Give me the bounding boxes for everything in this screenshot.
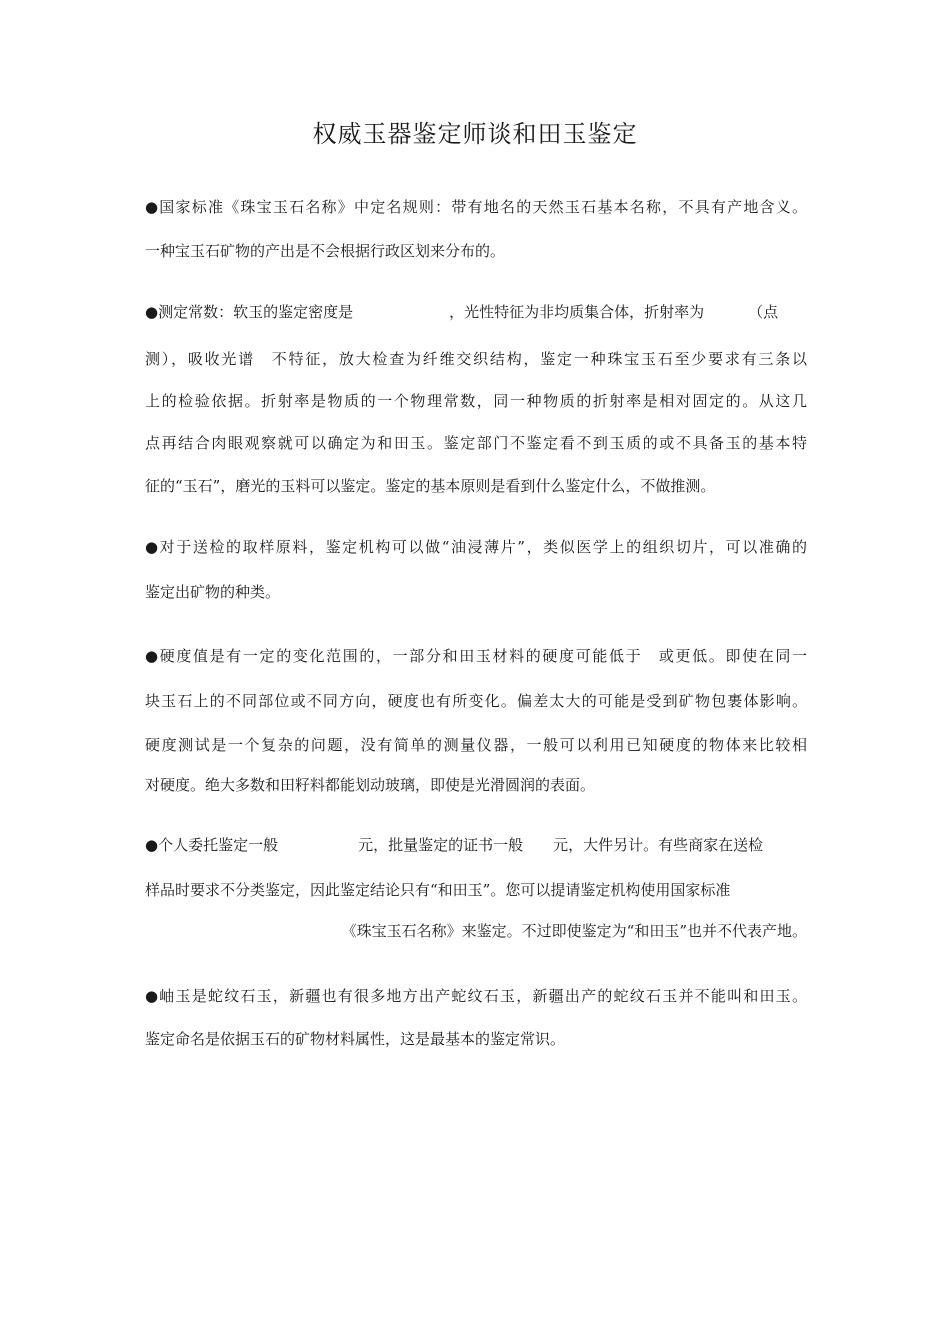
text-line: 鉴定命名是依据玉石的矿物材料属性，这是最基本的鉴定常识。 <box>145 1030 566 1048</box>
text-line: ●国家标准《珠宝玉石名称》中定名规则：带有地名的天然玉石基本名称，不具有产地含义。 <box>145 198 807 216</box>
text-line: 鉴定出矿物的种类。 <box>145 583 281 601</box>
text-line: 上的检验依据。折射率是物质的一个物理常数，同一种物质的折射率是相对固定的。从这几 <box>145 392 807 410</box>
text-line: 硬度测试是一个复杂的问题，没有简单的测量仪器，一般可以利用已知硬度的物体来比较相 <box>145 736 807 754</box>
text-segment: 元，批量鉴定的证书一般 <box>358 836 524 854</box>
text-line: ●岫玉是蛇纹石玉，新疆也有很多地方出产蛇纹石玉，新疆出产的蛇纹石玉并不能叫和田玉。 <box>145 987 807 1005</box>
text-segment: ●测定常数：软玉的鉴定密度是 <box>145 303 354 321</box>
text-segment: （点 <box>748 303 779 321</box>
text-line: 点再结合肉眼观察就可以确定为和田玉。鉴定部门不鉴定看不到玉质的或不具备玉的基本特 <box>145 434 807 452</box>
text-line: 块玉石上的不同部位或不同方向，硬度也有所变化。偏差太大的可能是受到矿物包裹体影响。 <box>145 692 807 710</box>
text-segment: ，光性特征为非均质集合体，折射率为 <box>449 303 705 321</box>
text-line: 测），吸收光谱 不特征，放大检查为纤维交织结构，鉴定一种珠宝玉石至少要求有三条以 <box>145 350 807 368</box>
page-title: 权威玉器鉴定师谈和田玉鉴定 <box>312 120 638 148</box>
text-line: ●对于送检的取样原料，鉴定机构可以做“油浸薄片”，类似医学上的组织切片，可以准确的 <box>145 538 807 556</box>
text-line: 一种宝玉石矿物的产出是不会根据行政区划来分布的。 <box>145 242 506 260</box>
text-segment: 元，大件另计。有些商家在送检 <box>553 836 764 854</box>
text-line: 《珠宝玉石名称》来鉴定。不过即使鉴定为“和田玉”也并不代表产地。 <box>341 922 807 940</box>
text-line-constants-first <box>145 301 807 323</box>
text-segment: ●个人委托鉴定一般 <box>145 836 279 854</box>
text-line: 对硬度。绝大多数和田籽料都能划动玻璃，即使是光滑圆润的表面。 <box>145 776 596 794</box>
text-line: ●硬度值是有一定的变化范围的，一部分和田玉材料的硬度可能低于 或更低。即使在同一 <box>145 647 807 665</box>
text-line: 样品时要求不分类鉴定，因此鉴定结论只有“和田玉”。您可以提请鉴定机构使用国家标准 <box>145 881 731 899</box>
text-line-fees-first <box>145 834 807 856</box>
text-line: 征的“玉石”，磨光的玉料可以鉴定。鉴定的基本原则是看到什么鉴定什么，不做推测。 <box>145 477 716 495</box>
